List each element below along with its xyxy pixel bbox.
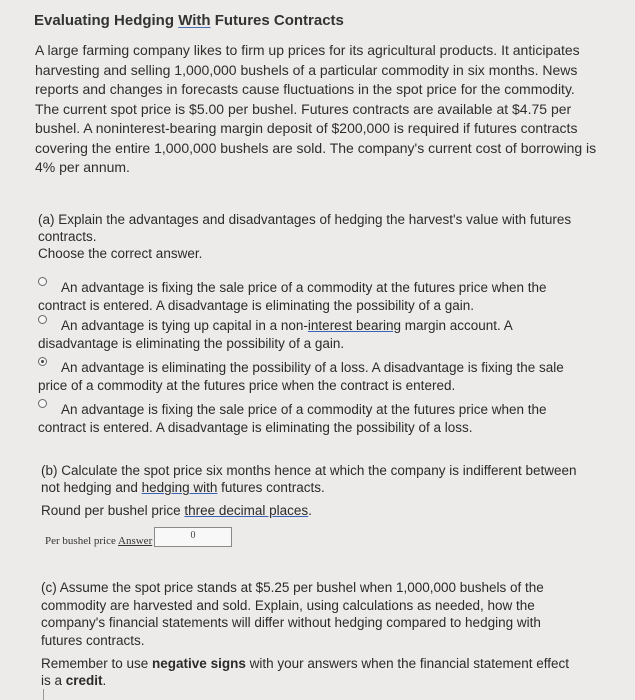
- part-c-question: (c) Assume the spot price stands at $5.25 per bushel when 1,000,000 bushels of the commodity are harvested and sold. Explain, using calculations as needed, how the company's financial statements will differ without hedging compared to hedging with futures contracts.: [41, 580, 544, 648]
- answer-label: [45, 535, 152, 547]
- option-1[interactable]: [38, 279, 598, 314]
- rounding-link[interactable]: three decimal places: [184, 503, 309, 518]
- remember-text-c: .: [102, 673, 107, 688]
- title-suffix: Futures Contracts: [210, 12, 344, 29]
- title-prefix: Evaluating Hedging: [34, 12, 179, 29]
- part-b-question: [41, 462, 581, 496]
- remember-bold-credit: credit: [65, 673, 103, 688]
- option-4[interactable]: [38, 401, 598, 436]
- rounding-period: .: [308, 503, 312, 518]
- problem-intro: A large farming company likes to firm up prices for its agricultural products. It anticipates harvesting and selling 1,000,000 bushels of a particular commodity in six months. News reports and changes in forecasts cause fluctuations in the spot price for the commodity. The current spot price is $5.00 per bushel. Futures contracts are available at $4.75 per bushel. A noninterest-bearing margin deposit of $200,000 is required if futures contracts covering the entire 1,000,000 bushels are sold. The company's current cost of borrowing is 4% per annum.: [35, 42, 597, 175]
- option-3-text: An advantage is eliminating the possibility of a loss. A disadvantage is fixing the sale: [61, 360, 564, 375]
- part-a-question: (a) Explain the advantages and disadvantages of hedging the harvest's value with futures contracts.: [38, 212, 572, 244]
- part-b-text: (b) Calculate the spot price six months hence at which the company is indifferent between not hedging and: [41, 463, 577, 495]
- option-2-text-rest: disadvantage is eliminating the possibility of a gain.: [38, 335, 345, 351]
- part-b-link[interactable]: hedging with: [141, 480, 218, 495]
- rounding-instruction: [41, 503, 312, 518]
- remember-text-a: Remember to use: [41, 656, 153, 671]
- part-b-text-b: futures contracts.: [217, 480, 325, 495]
- radio-option-4[interactable]: [38, 399, 47, 408]
- option-3[interactable]: [38, 359, 598, 394]
- answer-link[interactable]: Answer: [118, 535, 153, 547]
- option-1-text-rest: contract is entered. A disadvantage is eliminating the possibility of a gain.: [38, 297, 475, 313]
- text-cursor: [43, 689, 44, 700]
- option-4-text-rest: contract is entered. A disadvantage is eliminating the possibility of a loss.: [38, 419, 473, 435]
- answer-label-text: Per bushel price: [45, 535, 119, 547]
- radio-option-2[interactable]: [38, 315, 47, 324]
- remember-text-b: with your answers when the financial statement effect is a: [41, 656, 570, 688]
- part-a-instruction: Choose the correct answer.: [38, 246, 203, 261]
- option-2-link[interactable]: interest bearing: [307, 318, 401, 333]
- option-1-text: An advantage is fixing the sale price of a commodity at the futures price when the: [61, 280, 547, 295]
- page-title: [34, 12, 344, 29]
- rounding-text: Round per bushel price: [41, 503, 185, 518]
- option-2-text: An advantage is tying up capital in a non-: [61, 318, 308, 333]
- option-3-text-rest: price of a commodity at the futures price when the contract is entered.: [38, 377, 456, 393]
- radio-option-1[interactable]: [38, 277, 47, 286]
- per-bushel-price-input[interactable]: 0: [154, 527, 232, 547]
- option-2-text-b: margin account. A: [400, 318, 513, 333]
- option-4-text: An advantage is fixing the sale price of a commodity at the futures price when the: [61, 402, 547, 417]
- remember-bold-negative: negative signs: [152, 656, 246, 671]
- title-link[interactable]: With: [178, 12, 211, 29]
- radio-option-3-selected[interactable]: [38, 357, 47, 366]
- option-2[interactable]: [38, 317, 598, 352]
- sign-instruction: [41, 655, 581, 689]
